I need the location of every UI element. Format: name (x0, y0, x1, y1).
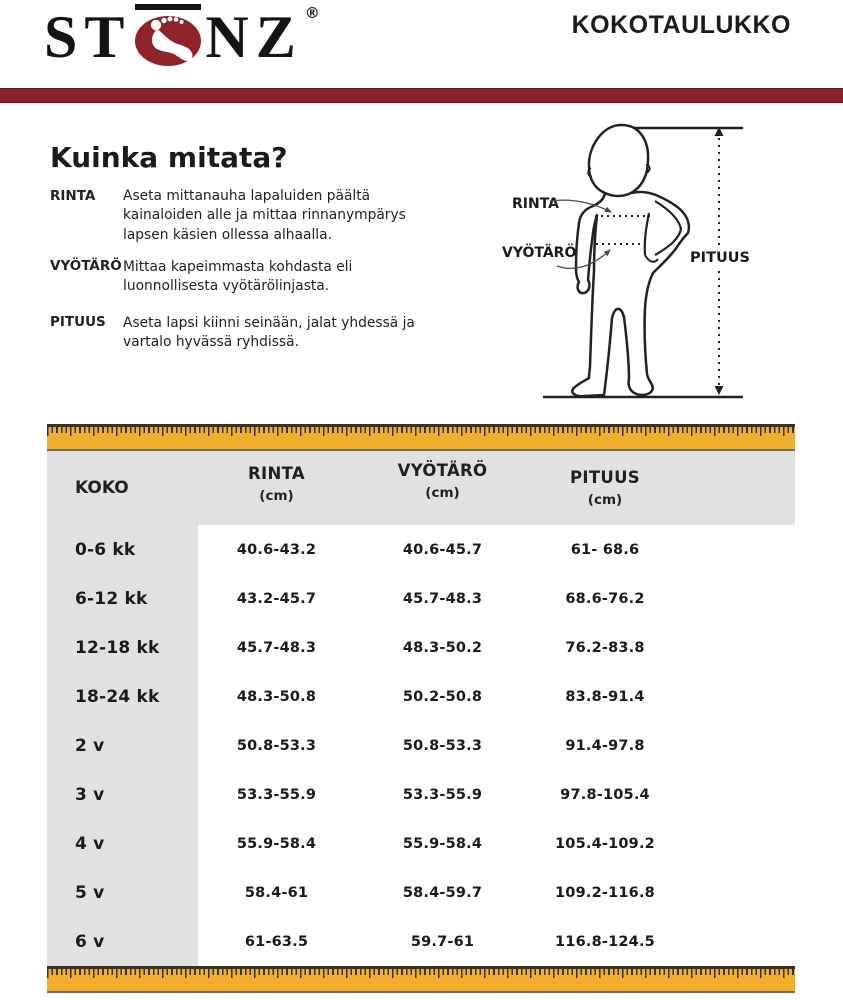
table-cell: 50.8-53.3 (236, 737, 317, 754)
table-row: 3 v (75, 784, 105, 805)
howto-heading: Kuinka mitata? (50, 141, 288, 174)
table-cell: 53.3-55.9 (236, 786, 317, 803)
table-cell: 40.6-43.2 (236, 541, 317, 558)
howto-label-vyotaro: VYÖTÄRÖ (50, 258, 122, 274)
table-row: 12-18 kk (75, 637, 160, 658)
stonz-logo (44, 2, 320, 68)
ruler-band-top (47, 424, 795, 451)
column-header-pituus: PITUUS (cm) (570, 468, 640, 508)
table-cell: 48.3-50.2 (402, 639, 483, 656)
column-header-koko: KOKO (75, 478, 129, 498)
table-cell: 55.9-58.4 (236, 835, 317, 852)
registered-mark: ® (304, 4, 320, 22)
logo-letters-st: ST (44, 4, 132, 70)
figure-label-vyotaro: VYÖTÄRÖ (502, 245, 577, 261)
table-cell: 48.3-50.8 (236, 688, 317, 705)
footprint-icon (133, 2, 203, 68)
logo-letters-nz: NZ (205, 4, 303, 70)
logo-footprint-oval (133, 2, 203, 68)
table-cell: 53.3-55.9 (402, 786, 483, 803)
table-row: 6-12 kk (75, 588, 148, 609)
table-row: 6 v (75, 931, 105, 952)
table-row: 5 v (75, 882, 105, 903)
table-cell: 43.2-45.7 (236, 590, 317, 607)
table-cell: 58.4-61 (244, 884, 309, 901)
howto-label-pituus: PITUUS (50, 314, 106, 330)
table-row: 2 v (75, 735, 105, 756)
table-cell: 55.9-58.4 (402, 835, 483, 852)
header-divider-bar (0, 88, 843, 103)
table-cell: 68.6-76.2 (565, 590, 645, 607)
figure-label-pituus: PITUUS (690, 250, 750, 266)
table-cell: 59.7-61 (410, 933, 475, 950)
table-cell: 61-63.5 (244, 933, 309, 950)
table-cell: 50.8-53.3 (402, 737, 483, 754)
ruler-band-bottom (47, 966, 795, 993)
table-cell: 83.8-91.4 (565, 688, 645, 705)
table-cell: 45.7-48.3 (236, 639, 317, 656)
page-title: KOKOTAULUKKO (571, 11, 791, 39)
table-cell: 40.6-45.7 (402, 541, 483, 558)
table-cell: 91.4-97.8 (565, 737, 645, 754)
measurement-figure (483, 113, 843, 405)
column-header-rinta: RINTA (cm) (248, 464, 305, 504)
table-cell: 116.8-124.5 (555, 933, 655, 950)
table-cell: 61- 68.6 (570, 541, 640, 558)
table-row: 0-6 kk (75, 539, 136, 560)
table-row: 4 v (75, 833, 105, 854)
table-row: 18-24 kk (75, 686, 160, 707)
child-silhouette-diagram (483, 113, 843, 405)
column-header-vyotaro: VYÖTÄRÖ (cm) (397, 461, 488, 501)
figure-label-rinta: RINTA (512, 196, 560, 212)
table-cell: 50.2-50.8 (402, 688, 483, 705)
howto-text-vyotaro: Mittaa kapeimmasta kohdasta eli luonnollisesta vyötärölinjasta. (123, 259, 353, 295)
howto-text-pituus: Aseta lapsi kiinni seinään, jalat yhdessä ja vartalo hyvässä ryhdissä. (123, 315, 415, 351)
howto-text-rinta: Aseta mittanauha lapaluiden päältä kainaloiden alle ja mittaa rinnanympärys lapsen käsien ollessa alhaalla. (123, 188, 406, 243)
table-cell: 58.4-59.7 (402, 884, 483, 901)
size-table (47, 451, 795, 966)
table-cell: 45.7-48.3 (402, 590, 483, 607)
table-cell: 76.2-83.8 (565, 639, 645, 656)
table-cell: 109.2-116.8 (555, 884, 655, 901)
table-cell: 97.8-105.4 (560, 786, 650, 803)
howto-label-rinta: RINTA (50, 188, 96, 204)
table-cell: 105.4-109.2 (555, 835, 655, 852)
